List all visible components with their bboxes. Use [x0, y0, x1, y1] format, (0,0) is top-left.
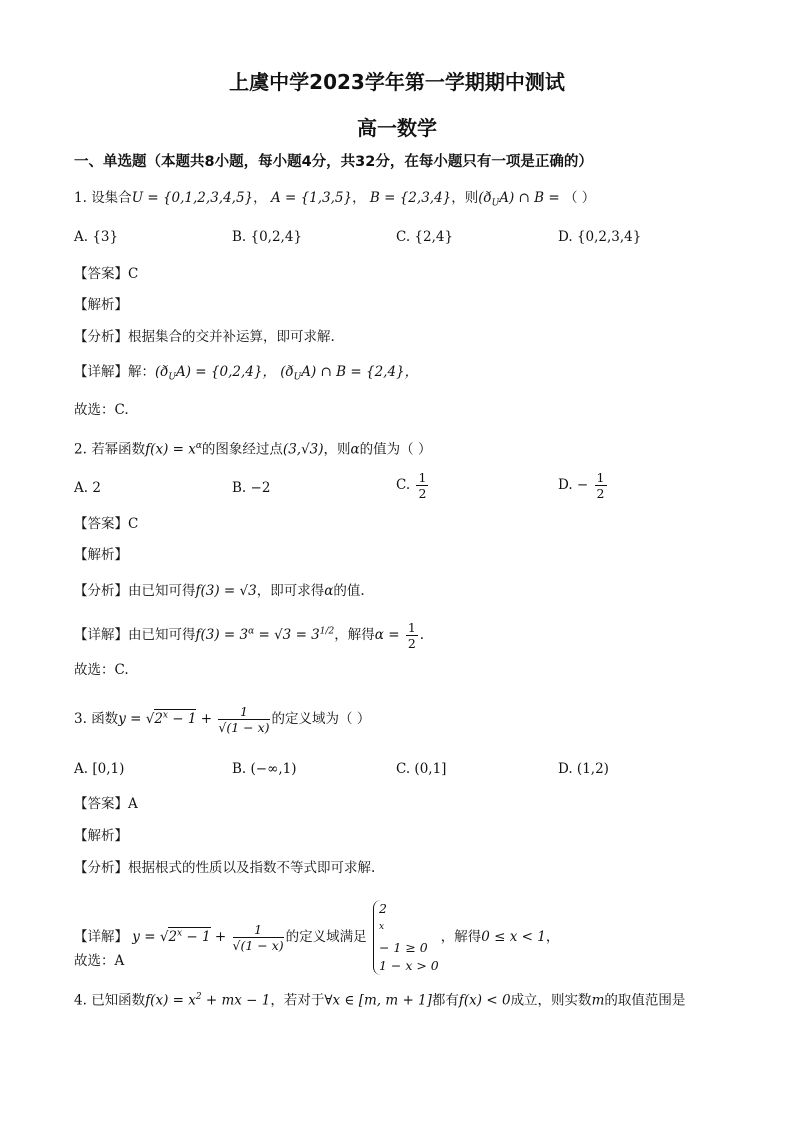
q3-fenxi: 【分析】根据根式的性质以及指数不等式即可求解. — [74, 860, 376, 876]
question-number: 1. — [74, 190, 87, 206]
q3-analysis-label: 【解析】 — [74, 828, 128, 844]
section-heading: 一、单选题（本题共8小题，每小题4分，共32分，在每小题只有一项是正确的） — [74, 154, 593, 170]
q2-option-c: C. $\frac{1}{2}$ — [396, 470, 427, 501]
q1-option-d: D. {0,2,3,4} — [558, 229, 642, 245]
power-function: f(x) = x — [145, 441, 196, 458]
q3-option-b: B. (−∞,1) — [232, 761, 297, 777]
q1-choice: 故选：C. — [74, 402, 129, 418]
q3-option-d: D. (1,2) — [558, 761, 609, 777]
question-1-stem: 1. 设集合U = {0,1,2,3,4,5}， A = {1,3,5}， B = {2,3,4}，则$(ð_UA)$ ∩ B = （ ） — [74, 190, 596, 209]
complement-expression: A) ∩ B = — [499, 190, 560, 206]
question-2-stem: 2. 若幂函数$f(x) = x^\alpha$的图象经过点(3,√3)，则α的值为（ ） — [74, 441, 432, 458]
q2-option-d: D. − $\frac{1}{2}$ — [558, 470, 605, 501]
point: (3,√3) — [282, 441, 324, 458]
q3-option-c: C. (0,1] — [396, 761, 447, 777]
q3-detail: 【详解】 $y = √2^x - 1$ + $\frac{1}{√(1 - x)}$ 的定义域满足 2 $^x$ − 1 ≥ 0 1 − x > 0 ，解得0 ≤ x < 1， — [74, 901, 560, 974]
q2-fenxi: 【分析】由已知可得f(3) = √3，即可求得α的值. — [74, 583, 365, 599]
q1-option-c: C. {2,4} — [396, 229, 454, 245]
question-number: 2. — [74, 441, 87, 458]
q1-analysis-label: 【解析】 — [74, 297, 128, 313]
question-3-stem: 3. 函数$y = √2^x - 1$ + $\frac{1}{√(1 - x)}$ 的定义域为（ ） — [74, 704, 371, 735]
q2-detail: 【详解】由已知可得$f(3) = 3^\alpha = √3 = 3^{1/2}$，解得α = $\frac{1}{2}$ . — [74, 620, 425, 651]
q1-option-b: B. {0,2,4} — [232, 229, 303, 245]
inequality-system: 2 $^x$ − 1 ≥ 0 1 − x > 0 — [373, 900, 439, 975]
q2-analysis-label: 【解析】 — [74, 547, 128, 563]
q2-option-b: B. −2 — [232, 480, 271, 496]
question-4-stem: 4. 已知函数$f(x) = x^2$ + mx − 1，若对于∀x ∈ [m, m + 1]都有f(x) < 0成立，则实数m的取值范围是 — [74, 992, 686, 1009]
q2-option-a: A. 2 — [74, 480, 101, 496]
q1-detail: 【详解】解：$(ð_UA) = \{0,2,4\}$， $(ð_UA)$ ∩ B = {2,4}， — [74, 364, 419, 383]
q1-answer: 【答案】C — [74, 266, 139, 282]
q1-option-a: A. {3} — [74, 229, 119, 245]
q3-option-a: A. [0,1) — [74, 761, 125, 777]
exam-title: 上虞中学2023学年第一学期期中测试 — [229, 70, 565, 94]
q2-answer: 【答案】C — [74, 516, 139, 532]
set-a: A = {1,3,5} — [270, 190, 353, 206]
q3-choice: 故选：A — [74, 953, 125, 969]
q1-fenxi: 【分析】根据集合的交并补运算，即可求解. — [74, 329, 335, 345]
exam-subtitle: 高一数学 — [357, 116, 437, 140]
q2-choice: 故选：C. — [74, 662, 129, 678]
set-u: U = {0,1,2,3,4,5} — [131, 190, 254, 206]
set-b: B = {2,3,4} — [369, 190, 452, 206]
q3-answer: 【答案】A — [74, 796, 138, 812]
question-number: 3. — [74, 711, 87, 727]
question-number: 4. — [74, 992, 87, 1009]
